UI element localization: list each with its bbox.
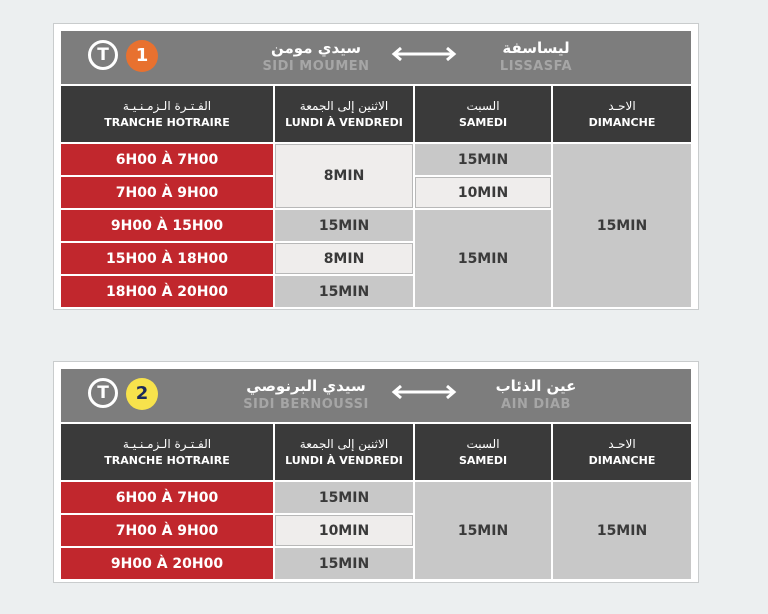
destination-name-ar: ليساسفة [502, 39, 570, 57]
line1-origin [231, 38, 401, 75]
time-range-cell: 9H00 À 20H00 [61, 548, 273, 579]
weekday-frequency-cell: 15MIN [275, 276, 413, 307]
header-saturday [415, 86, 551, 142]
saturday-frequency-cell: 15MIN [415, 144, 551, 175]
tram-badge: T [88, 378, 118, 408]
line2-destination [461, 376, 611, 413]
saturday-frequency-cell: 15MIN [415, 482, 551, 579]
header-ar: الفـتـرة الـزمـنـيـة [122, 437, 212, 451]
origin-name-ar: سيدي مومن [271, 39, 361, 57]
saturday-frequency-cell: 15MIN [415, 210, 551, 307]
origin-name-fr: SIDI BERNOUSSI [243, 397, 369, 412]
header-ar: الاحـد [608, 437, 636, 451]
header-weekday [275, 86, 413, 142]
line1-timetable [61, 86, 691, 307]
sunday-frequency-cell: 15MIN [553, 482, 691, 579]
line2-timetable [61, 424, 691, 579]
header-sunday [553, 86, 691, 142]
header-fr: LUNDI À VENDREDI [285, 116, 403, 129]
weekday-frequency-cell: 15MIN [275, 210, 413, 241]
line2-route-bar [61, 369, 691, 422]
line2-schedule-card [53, 361, 699, 583]
header-fr: TRANCHE HOTRAIRE [104, 116, 230, 129]
tram-badge: T [88, 40, 118, 70]
header-ar: الاثنين إلى الجمعة [299, 99, 389, 113]
time-range-cell: 6H00 À 7H00 [61, 144, 273, 175]
header-fr: DIMANCHE [588, 116, 656, 129]
line-number-badge: 2 [126, 378, 158, 410]
header-tranche [61, 424, 273, 480]
header-tranche [61, 86, 273, 142]
saturday-frequency-cell: 10MIN [415, 177, 551, 208]
line1-route-bar [61, 31, 691, 84]
time-range-cell: 9H00 À 15H00 [61, 210, 273, 241]
weekday-frequency-cell: 10MIN [275, 515, 413, 546]
header-fr: SAMEDI [458, 116, 508, 129]
double-arrow-icon [389, 45, 459, 63]
header-ar: الاحـد [608, 99, 636, 113]
header-saturday [415, 424, 551, 480]
weekday-frequency-cell: 15MIN [275, 548, 413, 579]
origin-name-fr: SIDI MOUMEN [262, 59, 370, 74]
line-number-badge: 1 [126, 40, 158, 72]
time-range-cell: 18H00 À 20H00 [61, 276, 273, 307]
header-weekday [275, 424, 413, 480]
weekday-frequency-cell: 8MIN [275, 144, 413, 208]
header-fr: TRANCHE HOTRAIRE [104, 454, 230, 467]
time-range-cell: 15H00 À 18H00 [61, 243, 273, 274]
header-fr: SAMEDI [458, 454, 508, 467]
destination-name-fr: LISSASFA [499, 59, 573, 74]
time-range-cell: 6H00 À 7H00 [61, 482, 273, 513]
header-ar: الاثنين إلى الجمعة [299, 437, 389, 451]
header-fr: DIMANCHE [588, 454, 656, 467]
origin-name-ar: سيدي البرنوصي [246, 377, 366, 395]
header-sunday [553, 424, 691, 480]
line1-destination [461, 38, 611, 75]
line1-schedule-card [53, 23, 699, 310]
header-ar: السبت [466, 99, 500, 113]
line2-origin [211, 376, 401, 413]
header-ar: الفـتـرة الـزمـنـيـة [122, 99, 212, 113]
time-range-cell: 7H00 À 9H00 [61, 515, 273, 546]
weekday-frequency-cell: 15MIN [275, 482, 413, 513]
header-ar: السبت [466, 437, 500, 451]
destination-name-ar: عين الذئاب [495, 377, 577, 395]
weekday-frequency-cell: 8MIN [275, 243, 413, 274]
double-arrow-icon [389, 383, 459, 401]
sunday-frequency-cell: 15MIN [553, 144, 691, 307]
destination-name-fr: AIN DIAB [501, 397, 571, 412]
time-range-cell: 7H00 À 9H00 [61, 177, 273, 208]
header-fr: LUNDI À VENDREDI [285, 454, 403, 467]
